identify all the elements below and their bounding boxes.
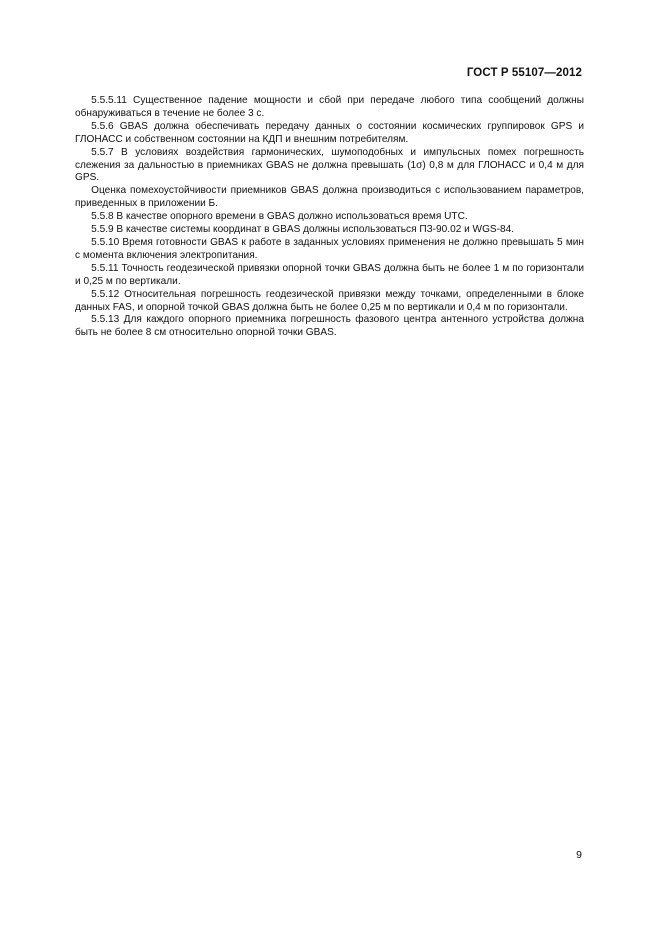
paragraph-interference-assessment: Оценка помехоустойчивости приемников GBAS должна производиться с использованием параметров, приведенных в приложении Б. [75,185,584,210]
page-number: 9 [576,849,582,861]
paragraph-5-5-6: 5.5.6 GBAS должна обеспечивать передачу данных о состоянии космических группировок GPS и ГЛОНАСС и собственном состоянии на КДП и внешним потребителям. [75,120,584,145]
paragraph-5-5-13: 5.5.13 Для каждого опорного приемника погрешность фазового центра антенного устройства должна быть не более 8 см относительно опорной точки GBAS. [75,314,584,339]
paragraph-5-5-9: 5.5.9 В качестве системы координат в GBAS должны использоваться ПЗ-90.02 и WGS-84. [91,224,515,236]
paragraph-5-5-12: 5.5.12 Относительная погрешность геодезической привязки между точками, определенными в блоке данных FAS, и опорной точкой GBAS должна быть не более 0,25 м по вертикали и 0,4 м по горизонтали. [75,288,584,313]
paragraph-5-5-10: 5.5.10 Время готовности GBAS к работе в заданных условиях применения не должно превышать 5 мин с момента включения электропитания. [75,236,584,261]
paragraph-5-5-11: 5.5.11 Точность геодезической привязки опорной точки GBAS должна быть не более 1 м по горизонтали и 0,25 м по вертикали. [75,262,584,287]
document-body [75,95,584,340]
paragraph-5-5-5-11: 5.5.5.11 Существенное падение мощности и сбой при передаче любого типа сообщений должны обнаруживаться в течение не более 3 с. [75,95,584,119]
paragraph-5-5-8: 5.5.8 В качестве опорного времени в GBAS должно использоваться время UTC. [91,211,468,223]
standard-designation: ГОСТ Р 55107—2012 [466,67,582,79]
paragraph-5-5-7: 5.5.7 В условиях воздействия гармонических, шумоподобных и импульсных помех погрешность слежения за дальностью в приемниках GBAS не должна превышать (1σ) 0,8 м для ГЛОНАСС и 0,4 м для GPS. [75,146,584,184]
